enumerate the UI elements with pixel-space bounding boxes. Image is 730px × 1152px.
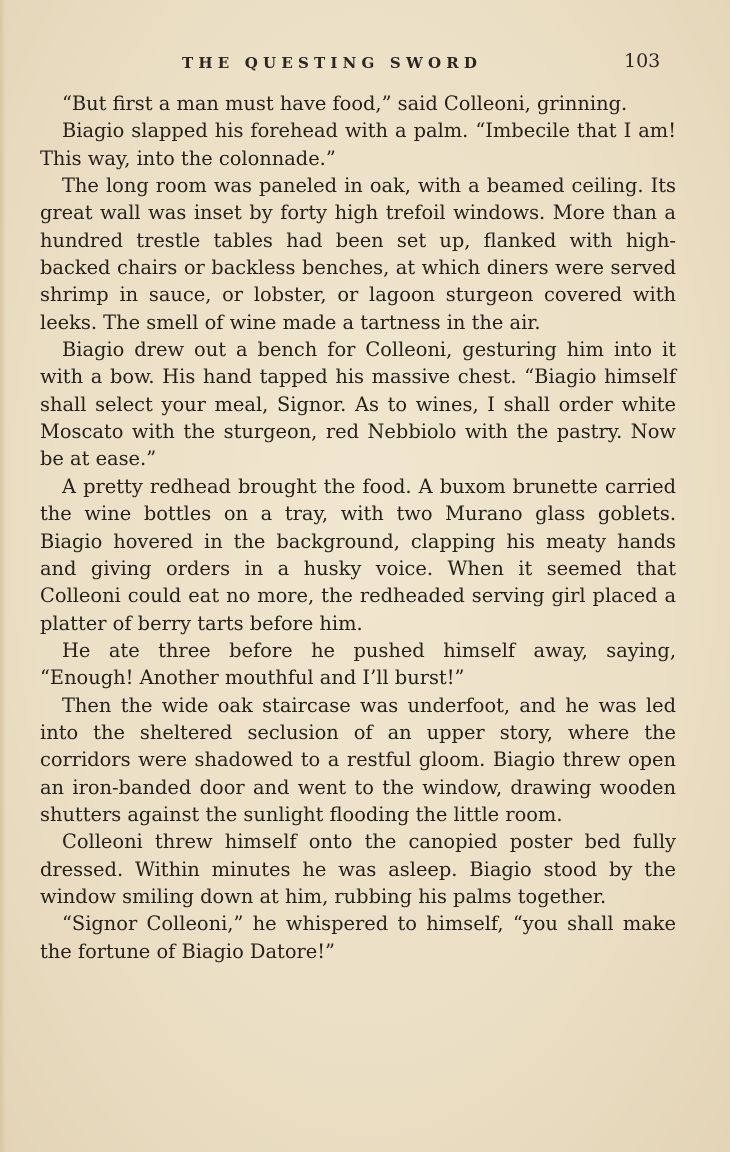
paragraph-4: Biagio drew out a bench for Colleoni, gesturing him into it with a bow. His hand tapped his massive chest. “Biagio himself shall select your meal, Signor. As to wines, I shall order white Moscato with the sturgeon, red Nebbiolo with the pastry. Now be at ease.” [40,338,676,471]
paragraph-2: Biagio slapped his forehead with a palm. “Imbecile that I am! This way, into the colonnade.” [40,119,676,170]
body-text [40,90,676,965]
paragraph-8: Colleoni threw himself onto the canopied poster bed fully dressed. Within minutes he was asleep. Biagio stood by the window smiling down at him, rubbing his palms together. [40,830,676,908]
page-edge-shadow [0,0,6,1152]
page-number: 103 [624,50,661,72]
paragraph-6: He ate three before he pushed himself away, saying, “Enough! Another mouthful and I’ll burst!” [40,638,676,690]
paragraph-5: A pretty redhead brought the food. A buxom brunette carried the wine bottles on a tray, with two Murano glass goblets. Biagio hovered in the background, clapping his meaty hands and giving orders in a husky voice. When it seemed that Colleoni could eat no more, the redheaded serving girl placed a platter of berry tarts before him. [40,474,676,635]
paragraph-7: Then the wide oak staircase was underfoot, and he was led into the sheltered seclusion of an upper story, where the corridors were shadowed to a restful gloom. Biagio threw open an iron-banded door and went to the window, drawing wooden shutters against the sunlight flooding the little room. [40,693,676,826]
paragraph-1: “But first a man must have food,” said Colleoni, grinning. [62,92,628,115]
running-head [0,50,730,80]
running-title: THE QUESTING SWORD [182,54,483,72]
paragraph-9: “Signor Colleoni,” he whispered to himself, “you shall make the fortune of Biagio Datore!” [40,912,676,963]
paragraph-3: The long room was paneled in oak, with a beamed ceiling. Its great wall was inset by forty high trefoil windows. More than a hundred trestle tables had been set up, flanked with high-backed chairs or backless benches, at which diners were served shrimp in sauce, or lobster, or lagoon sturgeon covered with leeks. The smell of wine made a tartness in the air. [40,174,676,334]
